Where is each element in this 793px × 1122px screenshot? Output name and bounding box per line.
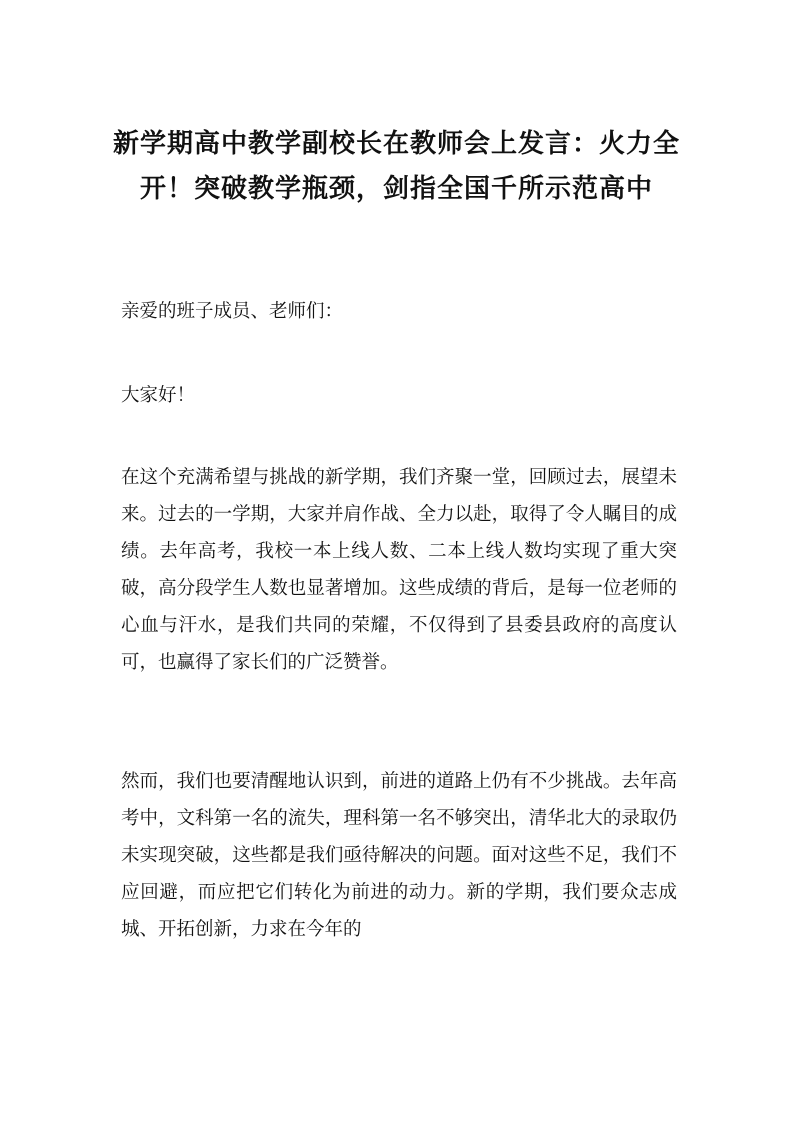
salutation: 亲爱的班子成员、老师们： [121, 301, 344, 322]
paragraph: 在这个充满希望与挑战的新学期，我们齐聚一堂，回顾过去，展望未来。过去的一学期，大家并肩作战、全力以赴，取得了令人瞩目的成绩。去年高考，我校一本上线人数、二本上线人数均实现了重大突破，高分段学生人数也显著增加。这些成绩的背后，是每一位老师的心血与汗水，是我们共同的荣耀，不仅得到了县委县政府的高度认可，也赢得了家长们的广泛赞誉。 [121, 467, 677, 673]
greeting: 大家好！ [121, 385, 196, 406]
document-title: 新学期高中教学副校长在教师会上发言：火力全开！突破教学瓶颈，剑指全国千所示范高中 [112, 129, 680, 204]
paragraph: 然而，我们也要清醒地认识到，前进的道路上仍有不少挑战。去年高考中，文科第一名的流失，理科第一名不够突出，清华北大的录取仍未实现突破，这些都是我们亟待解决的问题。面对这些不足，我们不应回避，而应把它们转化为前进的动力。新的学期，我们要众志成城、开拓创新，力求在今年的 [121, 771, 677, 940]
